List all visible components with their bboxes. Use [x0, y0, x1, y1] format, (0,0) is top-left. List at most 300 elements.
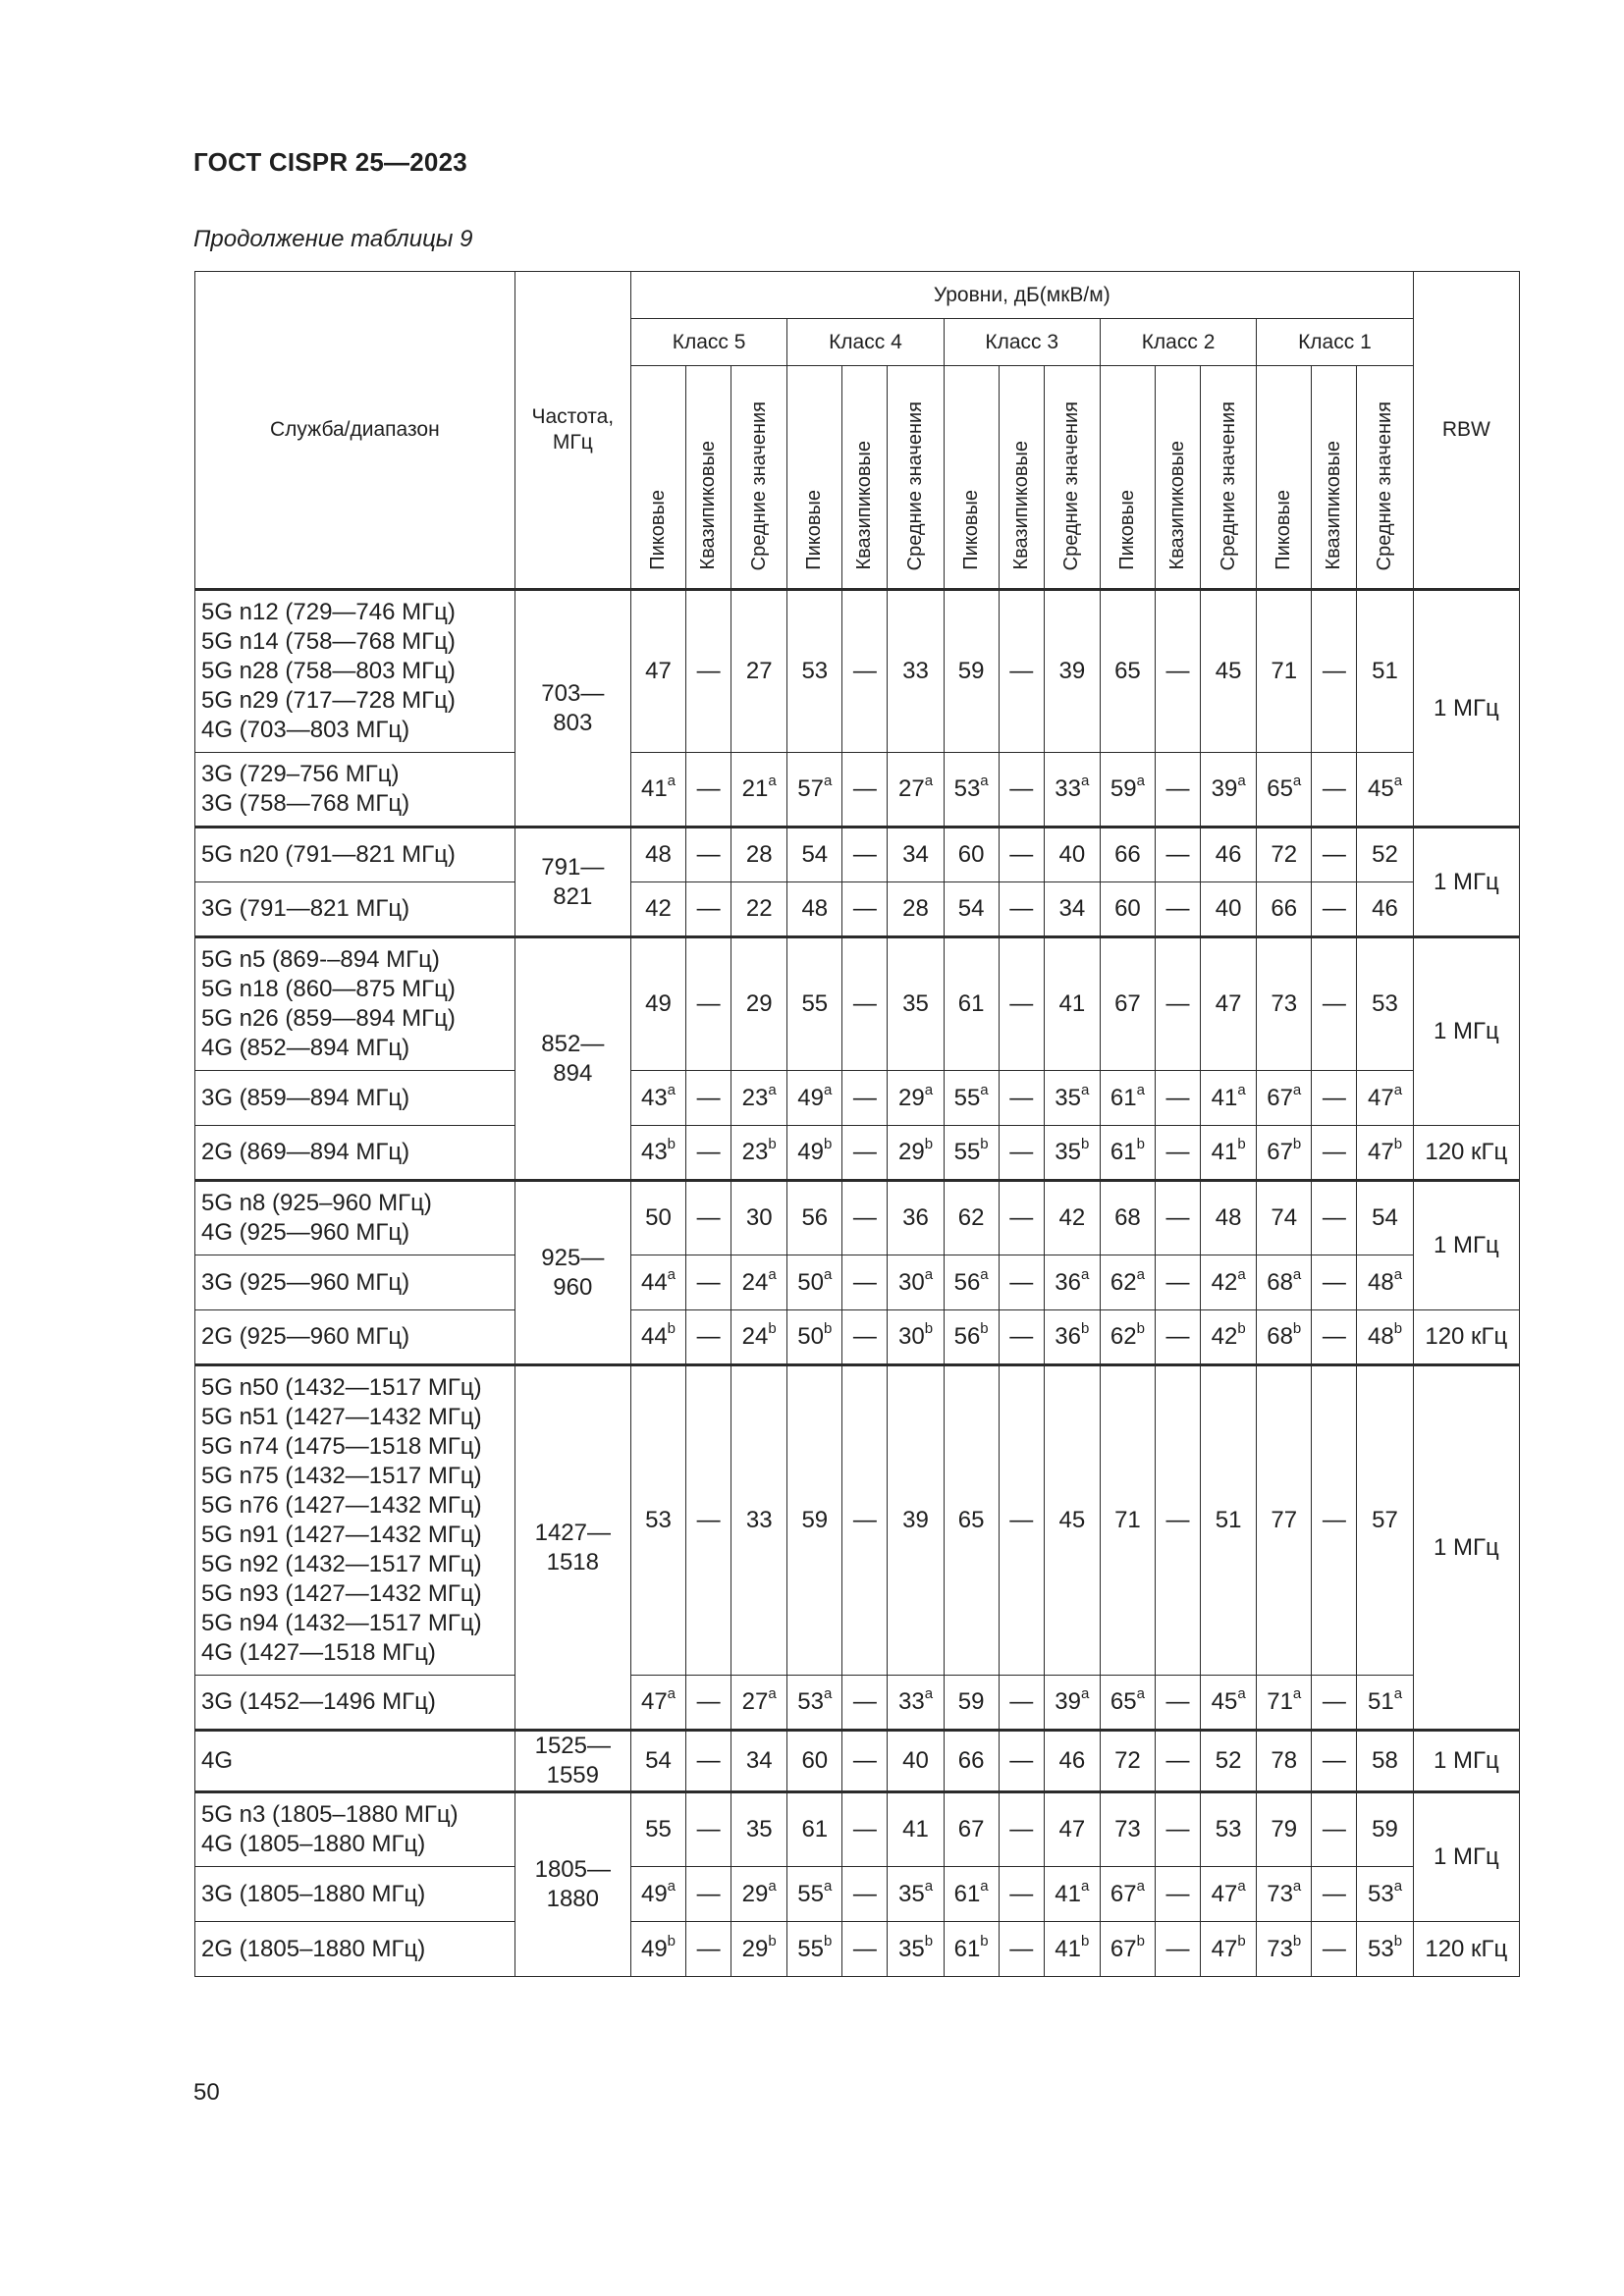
level-cell: 48$^b$: [1357, 1310, 1413, 1365]
rbw-cell: 1 МГц: [1413, 828, 1519, 937]
service-cell: 2G (869—894 МГц): [195, 1126, 515, 1181]
level-cell: 41$^b$: [1201, 1126, 1257, 1181]
level-cell: 33: [888, 590, 944, 753]
level-cell: 61$^a$: [944, 1867, 999, 1922]
level-cell: 55$^a$: [787, 1867, 842, 1922]
level-cell: 50$^b$: [787, 1310, 842, 1365]
table-continuation-caption: Продолжение таблицы 9: [193, 226, 473, 252]
level-cell: —: [1155, 1867, 1200, 1922]
level-cell: 68: [1100, 1181, 1155, 1255]
level-cell: —: [842, 1365, 888, 1676]
level-cell: —: [1312, 1792, 1357, 1867]
level-cell: 66: [944, 1731, 999, 1792]
rbw-cell: 1 МГц: [1413, 1181, 1519, 1310]
table-row: [195, 1310, 1520, 1365]
level-cell: 55$^a$: [944, 1071, 999, 1126]
level-cell: —: [686, 1731, 731, 1792]
subheader-average: Средние значения: [1201, 366, 1257, 590]
frequency-cell: 1427— 1518: [514, 1365, 630, 1731]
level-cell: 39$^a$: [1044, 1676, 1100, 1731]
level-cell: 50: [630, 1181, 685, 1255]
table-row: [195, 1071, 1520, 1126]
level-cell: 52: [1357, 828, 1413, 882]
level-cell: 51: [1357, 590, 1413, 753]
header-class-5: Класс 5: [630, 319, 786, 366]
level-cell: —: [1155, 1126, 1200, 1181]
header-levels: Уровни, дБ(мкВ/м): [630, 272, 1413, 319]
level-cell: 34: [731, 1731, 787, 1792]
level-cell: 71: [1257, 590, 1312, 753]
table-row: [195, 1792, 1520, 1867]
level-cell: —: [1312, 1071, 1357, 1126]
level-cell: 47$^a$: [1201, 1867, 1257, 1922]
level-cell: 57$^a$: [787, 753, 842, 828]
level-cell: 61$^b$: [1100, 1126, 1155, 1181]
level-cell: 40: [888, 1731, 944, 1792]
level-cell: —: [686, 1676, 731, 1731]
level-cell: —: [1312, 590, 1357, 753]
subheader-peak: Пиковые: [787, 366, 842, 590]
level-cell: 42: [1044, 1181, 1100, 1255]
level-cell: 73$^a$: [1257, 1867, 1312, 1922]
level-cell: —: [1155, 1181, 1200, 1255]
service-cell: 3G (1805–1880 МГц): [195, 1867, 515, 1922]
level-cell: —: [1312, 1181, 1357, 1255]
service-cell: 5G n12 (729—746 МГц) 5G n14 (758—768 МГц) 5G n28 (758—803 МГц) 5G n29 (717—728 МГц) 4G (703—803 МГц): [195, 590, 515, 753]
level-cell: 41: [1044, 937, 1100, 1071]
level-cell: —: [842, 1071, 888, 1126]
level-cell: 29$^b$: [731, 1922, 787, 1977]
table-row: [195, 937, 1520, 1071]
level-cell: 78: [1257, 1731, 1312, 1792]
level-cell: 65: [1100, 590, 1155, 753]
level-cell: —: [1312, 1255, 1357, 1310]
table-row: [195, 1731, 1520, 1792]
frequency-cell: 1805— 1880: [514, 1792, 630, 1977]
service-cell: 5G n8 (925–960 МГц) 4G (925—960 МГц): [195, 1181, 515, 1255]
header-rbw: RBW: [1413, 272, 1519, 590]
level-cell: 62$^b$: [1100, 1310, 1155, 1365]
table-row: [195, 1922, 1520, 1977]
level-cell: —: [1312, 1310, 1357, 1365]
level-cell: 47$^a$: [630, 1676, 685, 1731]
level-cell: —: [999, 1676, 1044, 1731]
level-cell: 50$^a$: [787, 1255, 842, 1310]
level-cell: 39: [888, 1365, 944, 1676]
frequency-cell: 852— 894: [514, 937, 630, 1181]
table-row: [195, 1676, 1520, 1731]
level-cell: —: [1155, 937, 1200, 1071]
level-cell: 35$^b$: [1044, 1126, 1100, 1181]
level-cell: 51: [1201, 1365, 1257, 1676]
level-cell: —: [842, 1792, 888, 1867]
level-cell: 54: [630, 1731, 685, 1792]
level-cell: —: [686, 937, 731, 1071]
level-cell: 60: [944, 828, 999, 882]
frequency-cell: 791— 821: [514, 828, 630, 937]
level-cell: 55: [630, 1792, 685, 1867]
level-cell: 66: [1100, 828, 1155, 882]
header-service: Служба/диапазон: [195, 272, 515, 590]
level-cell: —: [686, 1792, 731, 1867]
level-cell: 68$^b$: [1257, 1310, 1312, 1365]
level-cell: 28: [731, 828, 787, 882]
service-cell: 3G (1452—1496 МГц): [195, 1676, 515, 1731]
level-cell: —: [999, 1922, 1044, 1977]
level-cell: 61$^a$: [1100, 1071, 1155, 1126]
subheader-peak: Пиковые: [1257, 366, 1312, 590]
level-cell: 73$^b$: [1257, 1922, 1312, 1977]
table-row: [195, 590, 1520, 753]
level-cell: —: [842, 1126, 888, 1181]
level-cell: 45$^a$: [1201, 1676, 1257, 1731]
level-cell: 35$^a$: [1044, 1071, 1100, 1126]
service-cell: 3G (729–756 МГц) 3G (758—768 МГц): [195, 753, 515, 828]
level-cell: 53: [630, 1365, 685, 1676]
rbw-cell: 120 кГц: [1413, 1126, 1519, 1181]
level-cell: 29$^a$: [888, 1071, 944, 1126]
level-cell: 55$^b$: [944, 1126, 999, 1181]
rbw-cell: 120 кГц: [1413, 1922, 1519, 1977]
level-cell: 49: [630, 937, 685, 1071]
level-cell: —: [842, 1310, 888, 1365]
level-cell: 53: [787, 590, 842, 753]
level-cell: 41$^a$: [1044, 1867, 1100, 1922]
level-cell: 24$^a$: [731, 1255, 787, 1310]
level-cell: 67: [944, 1792, 999, 1867]
level-cell: 39$^a$: [1201, 753, 1257, 828]
level-cell: 33$^a$: [888, 1676, 944, 1731]
level-cell: 46: [1357, 882, 1413, 937]
level-cell: 72: [1257, 828, 1312, 882]
table-row: [195, 1181, 1520, 1255]
level-cell: 48: [630, 828, 685, 882]
service-cell: 5G n3 (1805–1880 МГц) 4G (1805–1880 МГц): [195, 1792, 515, 1867]
level-cell: 49$^a$: [630, 1867, 685, 1922]
level-cell: 46: [1044, 1731, 1100, 1792]
table-row: [195, 828, 1520, 882]
level-cell: 44$^b$: [630, 1310, 685, 1365]
level-cell: 35$^b$: [888, 1922, 944, 1977]
level-cell: —: [1312, 828, 1357, 882]
level-cell: 43$^b$: [630, 1126, 685, 1181]
level-cell: —: [999, 882, 1044, 937]
level-cell: —: [1155, 1255, 1200, 1310]
level-cell: —: [999, 1126, 1044, 1181]
level-cell: 73: [1257, 937, 1312, 1071]
service-cell: 3G (925—960 МГц): [195, 1255, 515, 1310]
rbw-cell: 1 МГц: [1413, 590, 1519, 828]
level-cell: —: [842, 1676, 888, 1731]
level-cell: 36: [888, 1181, 944, 1255]
level-cell: —: [999, 1731, 1044, 1792]
level-cell: —: [1155, 1310, 1200, 1365]
level-cell: 65$^a$: [1100, 1676, 1155, 1731]
service-cell: 5G n5 (869-–894 МГц) 5G n18 (860—875 МГц) 5G n26 (859—894 МГц) 4G (852—894 МГц): [195, 937, 515, 1071]
level-cell: 47: [1201, 937, 1257, 1071]
service-cell: 4G: [195, 1731, 515, 1792]
level-cell: 53: [1357, 937, 1413, 1071]
level-cell: 47$^a$: [1357, 1071, 1413, 1126]
subheader-quasi-peak: Квазипиковые: [1155, 366, 1200, 590]
level-cell: 43$^a$: [630, 1071, 685, 1126]
level-cell: 66: [1257, 882, 1312, 937]
level-cell: 27$^a$: [731, 1676, 787, 1731]
level-cell: 51$^a$: [1357, 1676, 1413, 1731]
level-cell: 54: [1357, 1181, 1413, 1255]
table-row: [195, 1126, 1520, 1181]
level-cell: 33$^a$: [1044, 753, 1100, 828]
level-cell: 67$^b$: [1257, 1126, 1312, 1181]
level-cell: —: [999, 590, 1044, 753]
level-cell: 40: [1044, 828, 1100, 882]
header-class-4: Класс 4: [787, 319, 944, 366]
level-cell: 67$^a$: [1257, 1071, 1312, 1126]
level-cell: —: [1312, 1922, 1357, 1977]
level-cell: 53$^a$: [944, 753, 999, 828]
level-cell: 28: [888, 882, 944, 937]
service-cell: 3G (859—894 МГц): [195, 1071, 515, 1126]
level-cell: —: [842, 1867, 888, 1922]
level-cell: 52: [1201, 1731, 1257, 1792]
level-cell: 72: [1100, 1731, 1155, 1792]
level-cell: —: [1312, 753, 1357, 828]
level-cell: —: [1312, 1867, 1357, 1922]
rbw-cell: 1 МГц: [1413, 937, 1519, 1126]
level-cell: 46: [1201, 828, 1257, 882]
level-cell: —: [999, 828, 1044, 882]
level-cell: —: [842, 937, 888, 1071]
level-cell: —: [686, 1071, 731, 1126]
level-cell: —: [842, 828, 888, 882]
level-cell: 59: [1357, 1792, 1413, 1867]
level-cell: —: [686, 1922, 731, 1977]
level-cell: 48: [787, 882, 842, 937]
level-cell: 55: [787, 937, 842, 1071]
level-cell: 47: [1044, 1792, 1100, 1867]
level-cell: 71: [1100, 1365, 1155, 1676]
emission-limits-table: [194, 271, 1520, 1977]
level-cell: 34: [888, 828, 944, 882]
level-cell: 47: [630, 590, 685, 753]
level-cell: —: [1155, 1071, 1200, 1126]
level-cell: 41$^a$: [1201, 1071, 1257, 1126]
level-cell: 54: [787, 828, 842, 882]
level-cell: 33: [731, 1365, 787, 1676]
service-cell: 3G (791—821 МГц): [195, 882, 515, 937]
level-cell: 36$^a$: [1044, 1255, 1100, 1310]
level-cell: —: [999, 1181, 1044, 1255]
rbw-cell: 120 кГц: [1413, 1310, 1519, 1365]
page-number: 50: [193, 2079, 220, 2106]
level-cell: 49$^a$: [787, 1071, 842, 1126]
level-cell: —: [1155, 1922, 1200, 1977]
level-cell: 44$^a$: [630, 1255, 685, 1310]
level-cell: —: [686, 828, 731, 882]
rbw-cell: 1 МГц: [1413, 1731, 1519, 1792]
level-cell: 45: [1044, 1365, 1100, 1676]
level-cell: 60: [1100, 882, 1155, 937]
level-cell: —: [686, 882, 731, 937]
level-cell: —: [842, 1922, 888, 1977]
level-cell: 60: [787, 1731, 842, 1792]
level-cell: —: [999, 753, 1044, 828]
level-cell: 68$^a$: [1257, 1255, 1312, 1310]
level-cell: 59: [944, 1676, 999, 1731]
level-cell: 23$^b$: [731, 1126, 787, 1181]
level-cell: 41$^b$: [1044, 1922, 1100, 1977]
rbw-cell: 1 МГц: [1413, 1365, 1519, 1731]
level-cell: —: [1312, 937, 1357, 1071]
header-class-2: Класс 2: [1100, 319, 1256, 366]
level-cell: 77: [1257, 1365, 1312, 1676]
level-cell: 23$^a$: [731, 1071, 787, 1126]
level-cell: —: [686, 1126, 731, 1181]
level-cell: —: [1312, 1365, 1357, 1676]
service-cell: 2G (925—960 МГц): [195, 1310, 515, 1365]
level-cell: —: [686, 1365, 731, 1676]
level-cell: —: [842, 590, 888, 753]
level-cell: 39: [1044, 590, 1100, 753]
level-cell: 53$^a$: [787, 1676, 842, 1731]
subheader-average: Средние значения: [1044, 366, 1100, 590]
level-cell: 29$^b$: [888, 1126, 944, 1181]
level-cell: 56$^b$: [944, 1310, 999, 1365]
level-cell: 22: [731, 882, 787, 937]
level-cell: 45: [1201, 590, 1257, 753]
frequency-cell: 1525— 1559: [514, 1731, 630, 1792]
level-cell: 42$^b$: [1201, 1310, 1257, 1365]
level-cell: —: [686, 1255, 731, 1310]
level-cell: —: [842, 1181, 888, 1255]
level-cell: —: [999, 937, 1044, 1071]
service-cell: 2G (1805–1880 МГц): [195, 1922, 515, 1977]
level-cell: 79: [1257, 1792, 1312, 1867]
level-cell: 74: [1257, 1181, 1312, 1255]
level-cell: 42: [630, 882, 685, 937]
level-cell: —: [999, 1255, 1044, 1310]
level-cell: 53: [1201, 1792, 1257, 1867]
level-cell: 41$^a$: [630, 753, 685, 828]
subheader-peak: Пиковые: [1100, 366, 1155, 590]
subheader-average: Средние значения: [888, 366, 944, 590]
level-cell: —: [1155, 1365, 1200, 1676]
level-cell: —: [686, 1310, 731, 1365]
level-cell: 56$^a$: [944, 1255, 999, 1310]
level-cell: 53$^a$: [1357, 1867, 1413, 1922]
level-cell: 29: [731, 937, 787, 1071]
level-cell: 40: [1201, 882, 1257, 937]
rbw-cell: 1 МГц: [1413, 1792, 1519, 1922]
level-cell: 21$^a$: [731, 753, 787, 828]
level-cell: 73: [1100, 1792, 1155, 1867]
level-cell: 47$^b$: [1201, 1922, 1257, 1977]
subheader-peak: Пиковые: [630, 366, 685, 590]
level-cell: 35: [888, 937, 944, 1071]
level-cell: 55$^b$: [787, 1922, 842, 1977]
level-cell: —: [686, 1181, 731, 1255]
level-cell: 67$^b$: [1100, 1922, 1155, 1977]
level-cell: —: [842, 753, 888, 828]
level-cell: —: [1312, 1676, 1357, 1731]
level-cell: 58: [1357, 1731, 1413, 1792]
level-cell: 24$^b$: [731, 1310, 787, 1365]
level-cell: —: [686, 1867, 731, 1922]
level-cell: 59: [787, 1365, 842, 1676]
level-cell: 48: [1201, 1181, 1257, 1255]
level-cell: 34: [1044, 882, 1100, 937]
level-cell: 35: [731, 1792, 787, 1867]
level-cell: —: [1155, 1792, 1200, 1867]
level-cell: —: [1155, 1676, 1200, 1731]
level-cell: 65$^a$: [1257, 753, 1312, 828]
level-cell: —: [999, 1792, 1044, 1867]
level-cell: 56: [787, 1181, 842, 1255]
level-cell: 59: [944, 590, 999, 753]
level-cell: —: [1312, 882, 1357, 937]
level-cell: 30$^b$: [888, 1310, 944, 1365]
table-row: [195, 882, 1520, 937]
level-cell: 27$^a$: [888, 753, 944, 828]
level-cell: 47$^b$: [1357, 1126, 1413, 1181]
level-cell: 54: [944, 882, 999, 937]
level-cell: 61$^b$: [944, 1922, 999, 1977]
level-cell: —: [842, 1731, 888, 1792]
level-cell: —: [999, 1365, 1044, 1676]
level-cell: 61: [787, 1792, 842, 1867]
level-cell: 67: [1100, 937, 1155, 1071]
level-cell: —: [1155, 828, 1200, 882]
subheader-quasi-peak: Квазипиковые: [686, 366, 731, 590]
level-cell: 36$^b$: [1044, 1310, 1100, 1365]
level-cell: —: [1155, 753, 1200, 828]
level-cell: 30: [731, 1181, 787, 1255]
level-cell: —: [842, 882, 888, 937]
frequency-cell: 703— 803: [514, 590, 630, 828]
level-cell: 62$^a$: [1100, 1255, 1155, 1310]
level-cell: —: [1155, 882, 1200, 937]
level-cell: —: [1155, 590, 1200, 753]
level-cell: 53$^b$: [1357, 1922, 1413, 1977]
level-cell: 65: [944, 1365, 999, 1676]
table-row: [195, 1365, 1520, 1676]
subheader-average: Средние значения: [731, 366, 787, 590]
level-cell: 57: [1357, 1365, 1413, 1676]
level-cell: —: [999, 1071, 1044, 1126]
level-cell: —: [1312, 1126, 1357, 1181]
level-cell: —: [1155, 1731, 1200, 1792]
service-cell: 5G n50 (1432—1517 МГц) 5G n51 (1427—1432 МГц) 5G n74 (1475—1518 МГц) 5G n75 (1432—1517 МГц) 5G n76 (1427—1432 МГц) 5G n91 (1427—1432 МГц) 5G n92 (1432—1517 МГц) 5G n93 (1427—1432 МГц) 5G n94 (1432—1517 МГц) 4G (1427—1518 МГц): [195, 1365, 515, 1676]
level-cell: 45$^a$: [1357, 753, 1413, 828]
table-row: [195, 1255, 1520, 1310]
level-cell: 30$^a$: [888, 1255, 944, 1310]
frequency-cell: 925— 960: [514, 1181, 630, 1365]
document-title: ГОСТ CISPR 25—2023: [193, 147, 467, 177]
level-cell: 61: [944, 937, 999, 1071]
level-cell: —: [686, 590, 731, 753]
subheader-quasi-peak: Квазипиковые: [999, 366, 1044, 590]
subheader-peak: Пиковые: [944, 366, 999, 590]
level-cell: —: [999, 1310, 1044, 1365]
level-cell: 49$^b$: [787, 1126, 842, 1181]
table-row: [195, 1867, 1520, 1922]
subheader-quasi-peak: Квазипиковые: [1312, 366, 1357, 590]
level-cell: 35$^a$: [888, 1867, 944, 1922]
level-cell: 67$^a$: [1100, 1867, 1155, 1922]
level-cell: 62: [944, 1181, 999, 1255]
subheader-average: Средние значения: [1357, 366, 1413, 590]
table-row: [195, 753, 1520, 828]
